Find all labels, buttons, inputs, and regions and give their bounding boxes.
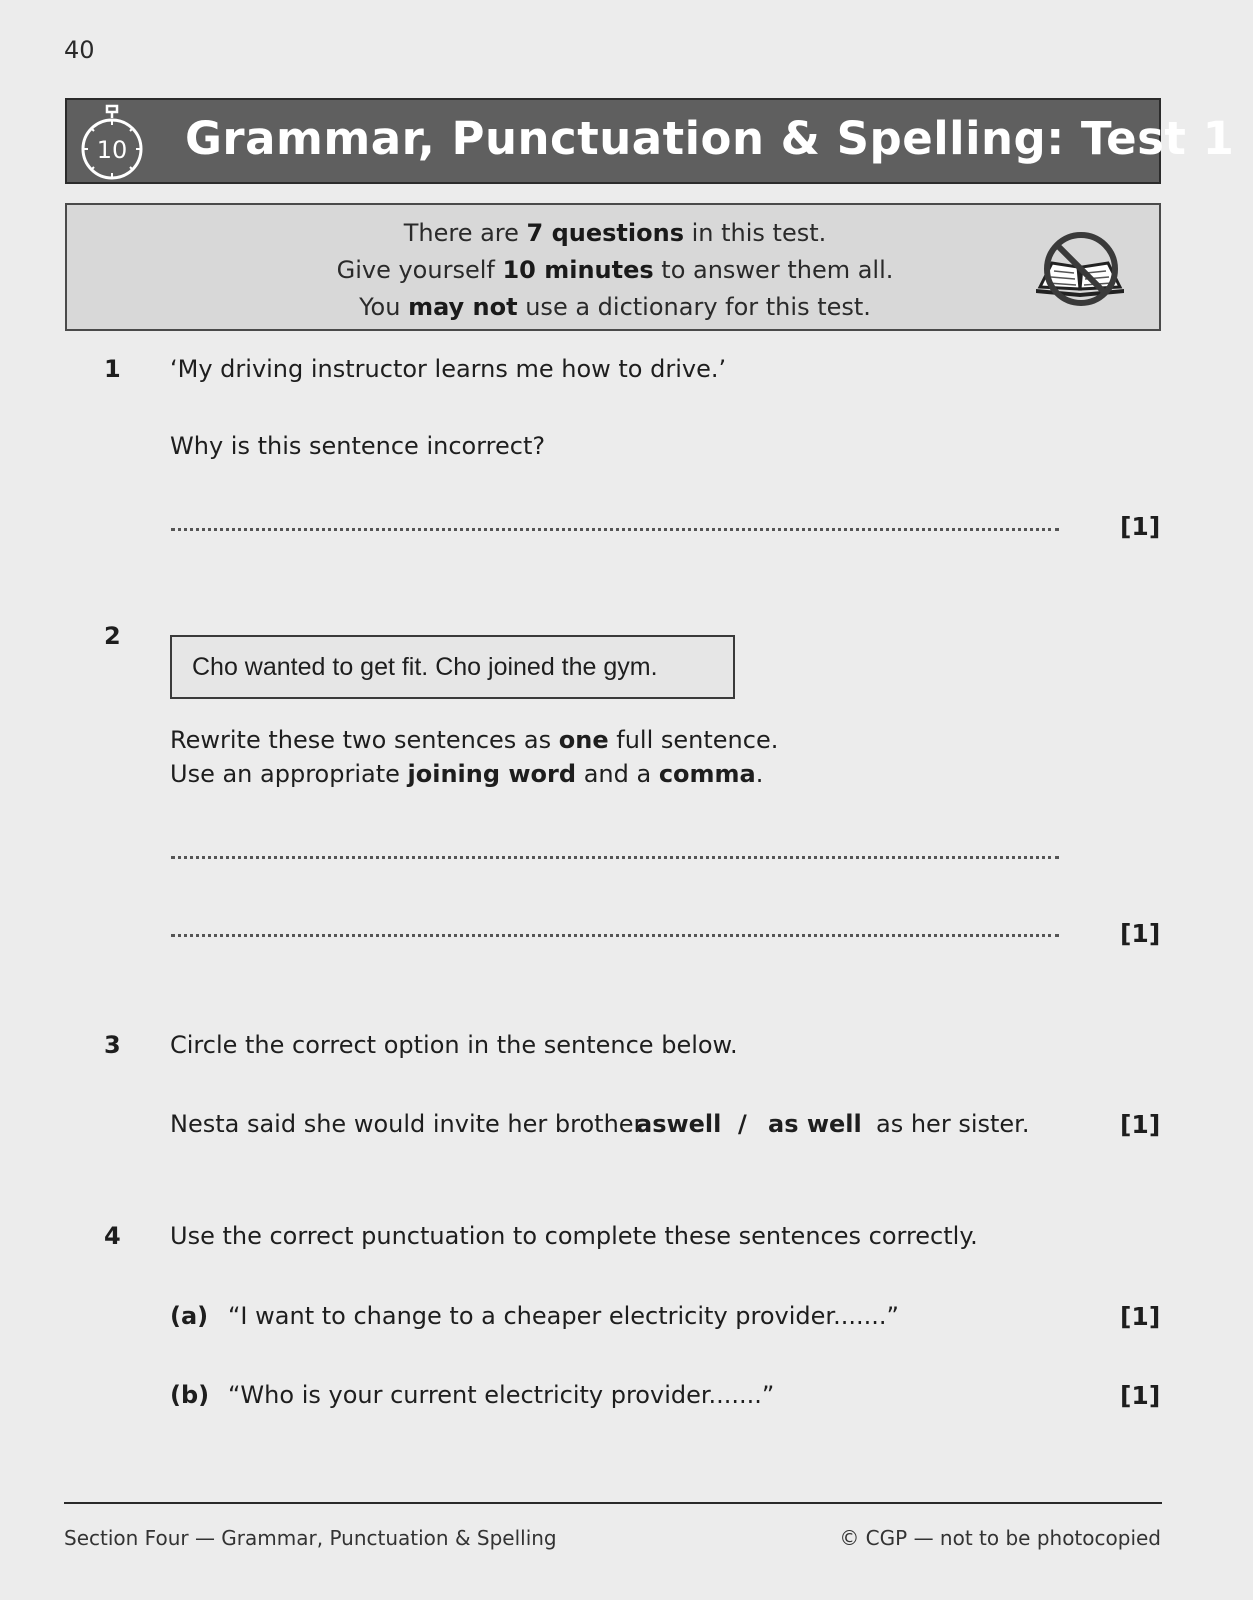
question-3-instruction: Circle the correct option in the sentence below. <box>170 1031 738 1059</box>
question-3-sentence-start: Nesta said she would invite her brother <box>170 1110 644 1138</box>
question-2-instruction-1: Rewrite these two sentences as one full sentence. <box>170 726 779 754</box>
question-4b-label: (b) <box>170 1381 210 1409</box>
question-4a-label: (a) <box>170 1302 209 1330</box>
question-4a-text[interactable]: “I want to change to a cheaper electricity provider.......” <box>228 1302 899 1330</box>
info-box <box>65 203 1161 331</box>
footer-section: Section Four — Grammar, Punctuation & Spelling <box>64 1526 557 1550</box>
info-line-questions: There are 7 questions in this test. <box>403 219 827 247</box>
info-line-dictionary: You may not use a dictionary for this test. <box>359 293 871 321</box>
no-dictionary-icon <box>1032 227 1128 311</box>
question-1-sentence: ‘My driving instructor learns me how to drive.’ <box>170 355 727 383</box>
question-4-instruction: Use the correct punctuation to complete these sentences correctly. <box>170 1222 978 1250</box>
question-1-mark: [1] <box>1120 512 1161 541</box>
page-title: Grammar, Punctuation & Spelling: Test 1 <box>185 112 1235 165</box>
question-2-number: 2 <box>104 622 121 650</box>
question-2-sentence-box: Cho wanted to get fit. Cho joined the gym. <box>170 635 735 699</box>
question-2-mark: [1] <box>1120 919 1161 948</box>
question-3-sentence-end: as her sister. <box>876 1110 1030 1138</box>
option-separator: / <box>738 1110 747 1138</box>
option-as-well[interactable]: as well <box>768 1110 862 1138</box>
question-4b-mark: [1] <box>1120 1381 1161 1410</box>
question-3-mark: [1] <box>1120 1110 1161 1139</box>
question-4b-text[interactable]: “Who is your current electricity provider.......” <box>228 1381 775 1409</box>
answer-line-q1[interactable] <box>171 528 1059 531</box>
footer-copyright: © CGP — not to be photocopied <box>839 1526 1161 1550</box>
question-3-number: 3 <box>104 1031 121 1059</box>
footer-divider <box>64 1502 1162 1504</box>
option-aswell[interactable]: aswell <box>636 1110 722 1138</box>
info-line-time: Give yourself 10 minutes to answer them all. <box>336 256 894 284</box>
title-bar <box>65 98 1235 184</box>
question-1-prompt: Why is this sentence incorrect? <box>170 432 546 460</box>
answer-line-q2-1[interactable] <box>171 856 1059 859</box>
stopwatch-icon <box>77 104 147 182</box>
question-1-number: 1 <box>104 355 121 383</box>
answer-line-q2-2[interactable] <box>171 934 1059 937</box>
question-4a-mark: [1] <box>1120 1302 1161 1331</box>
page-number: 40 <box>64 36 95 64</box>
question-2-instruction-2: Use an appropriate joining word and a comma. <box>170 760 764 788</box>
question-4-number: 4 <box>104 1222 121 1250</box>
timer-label: 10 <box>96 136 128 164</box>
